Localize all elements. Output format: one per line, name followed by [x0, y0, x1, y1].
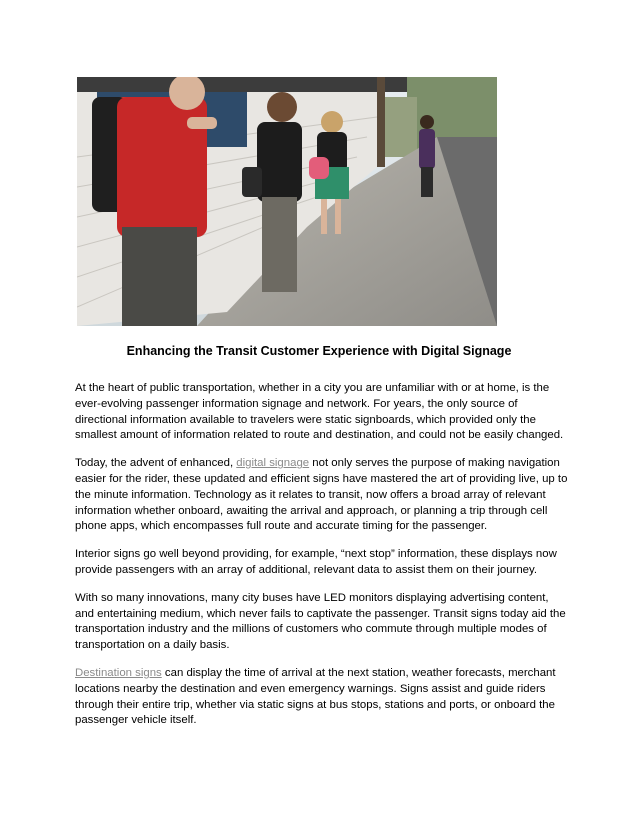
page-title: Enhancing the Transit Customer Experience with Digital Signage [126, 344, 512, 358]
paragraph-digital-signage [75, 456, 570, 535]
paragraph-interior-signs: Interior signs go well beyond providing, for example, “next stop” information, these displays now provide passengers with an array of additional, relevant data to assist them on their journey. [75, 548, 557, 576]
paragraph-text: can display the time of arrival at the next station, weather forecasts, merchant locations nearby the destination and even emergency warnings. Signs assist and guide riders through their entire trip, whether via static signs at bus stops, stations and ports, or onboard the passenger vehicle itself. [75, 666, 556, 727]
paragraph-text: Today, the advent of enhanced, [75, 457, 237, 470]
destination-signs-link[interactable]: Destination signs [75, 666, 162, 679]
paragraph-text: not only serves the purpose of making navigation easier for the rider, these updated and efficient signs have mastered the art of providing live, up to the minute information. Technology as it relates to transit, now offers a broad array of relevant information whether onboard, awaiting the arrival and approach, or planning a trip through cell phone apps, which encompasses full route and accurate timing for the passenger. [75, 457, 568, 533]
article-body [75, 381, 570, 741]
digital-signage-link[interactable]: digital signage [236, 457, 310, 470]
paragraph-led-monitors: With so many innovations, many city buses have LED monitors displaying advertising content, and entertaining medium, which never fails to captivate the passenger. Transit signs today aid the transportation industry and the millions of customers who commute through multiple modes of transportation on a daily basis. [75, 591, 566, 652]
paragraph-destination-signs [75, 666, 570, 729]
transit-stop-photo [77, 77, 497, 326]
paragraph-intro: At the heart of public transportation, whether in a city you are unfamiliar with or at home, is the ever-evolving passenger information signage and network. For years, the only source of directional information available to travelers were static signboards, which provided only the smallest amount of information related to route and destination, and could not be easily changed. [75, 382, 564, 442]
